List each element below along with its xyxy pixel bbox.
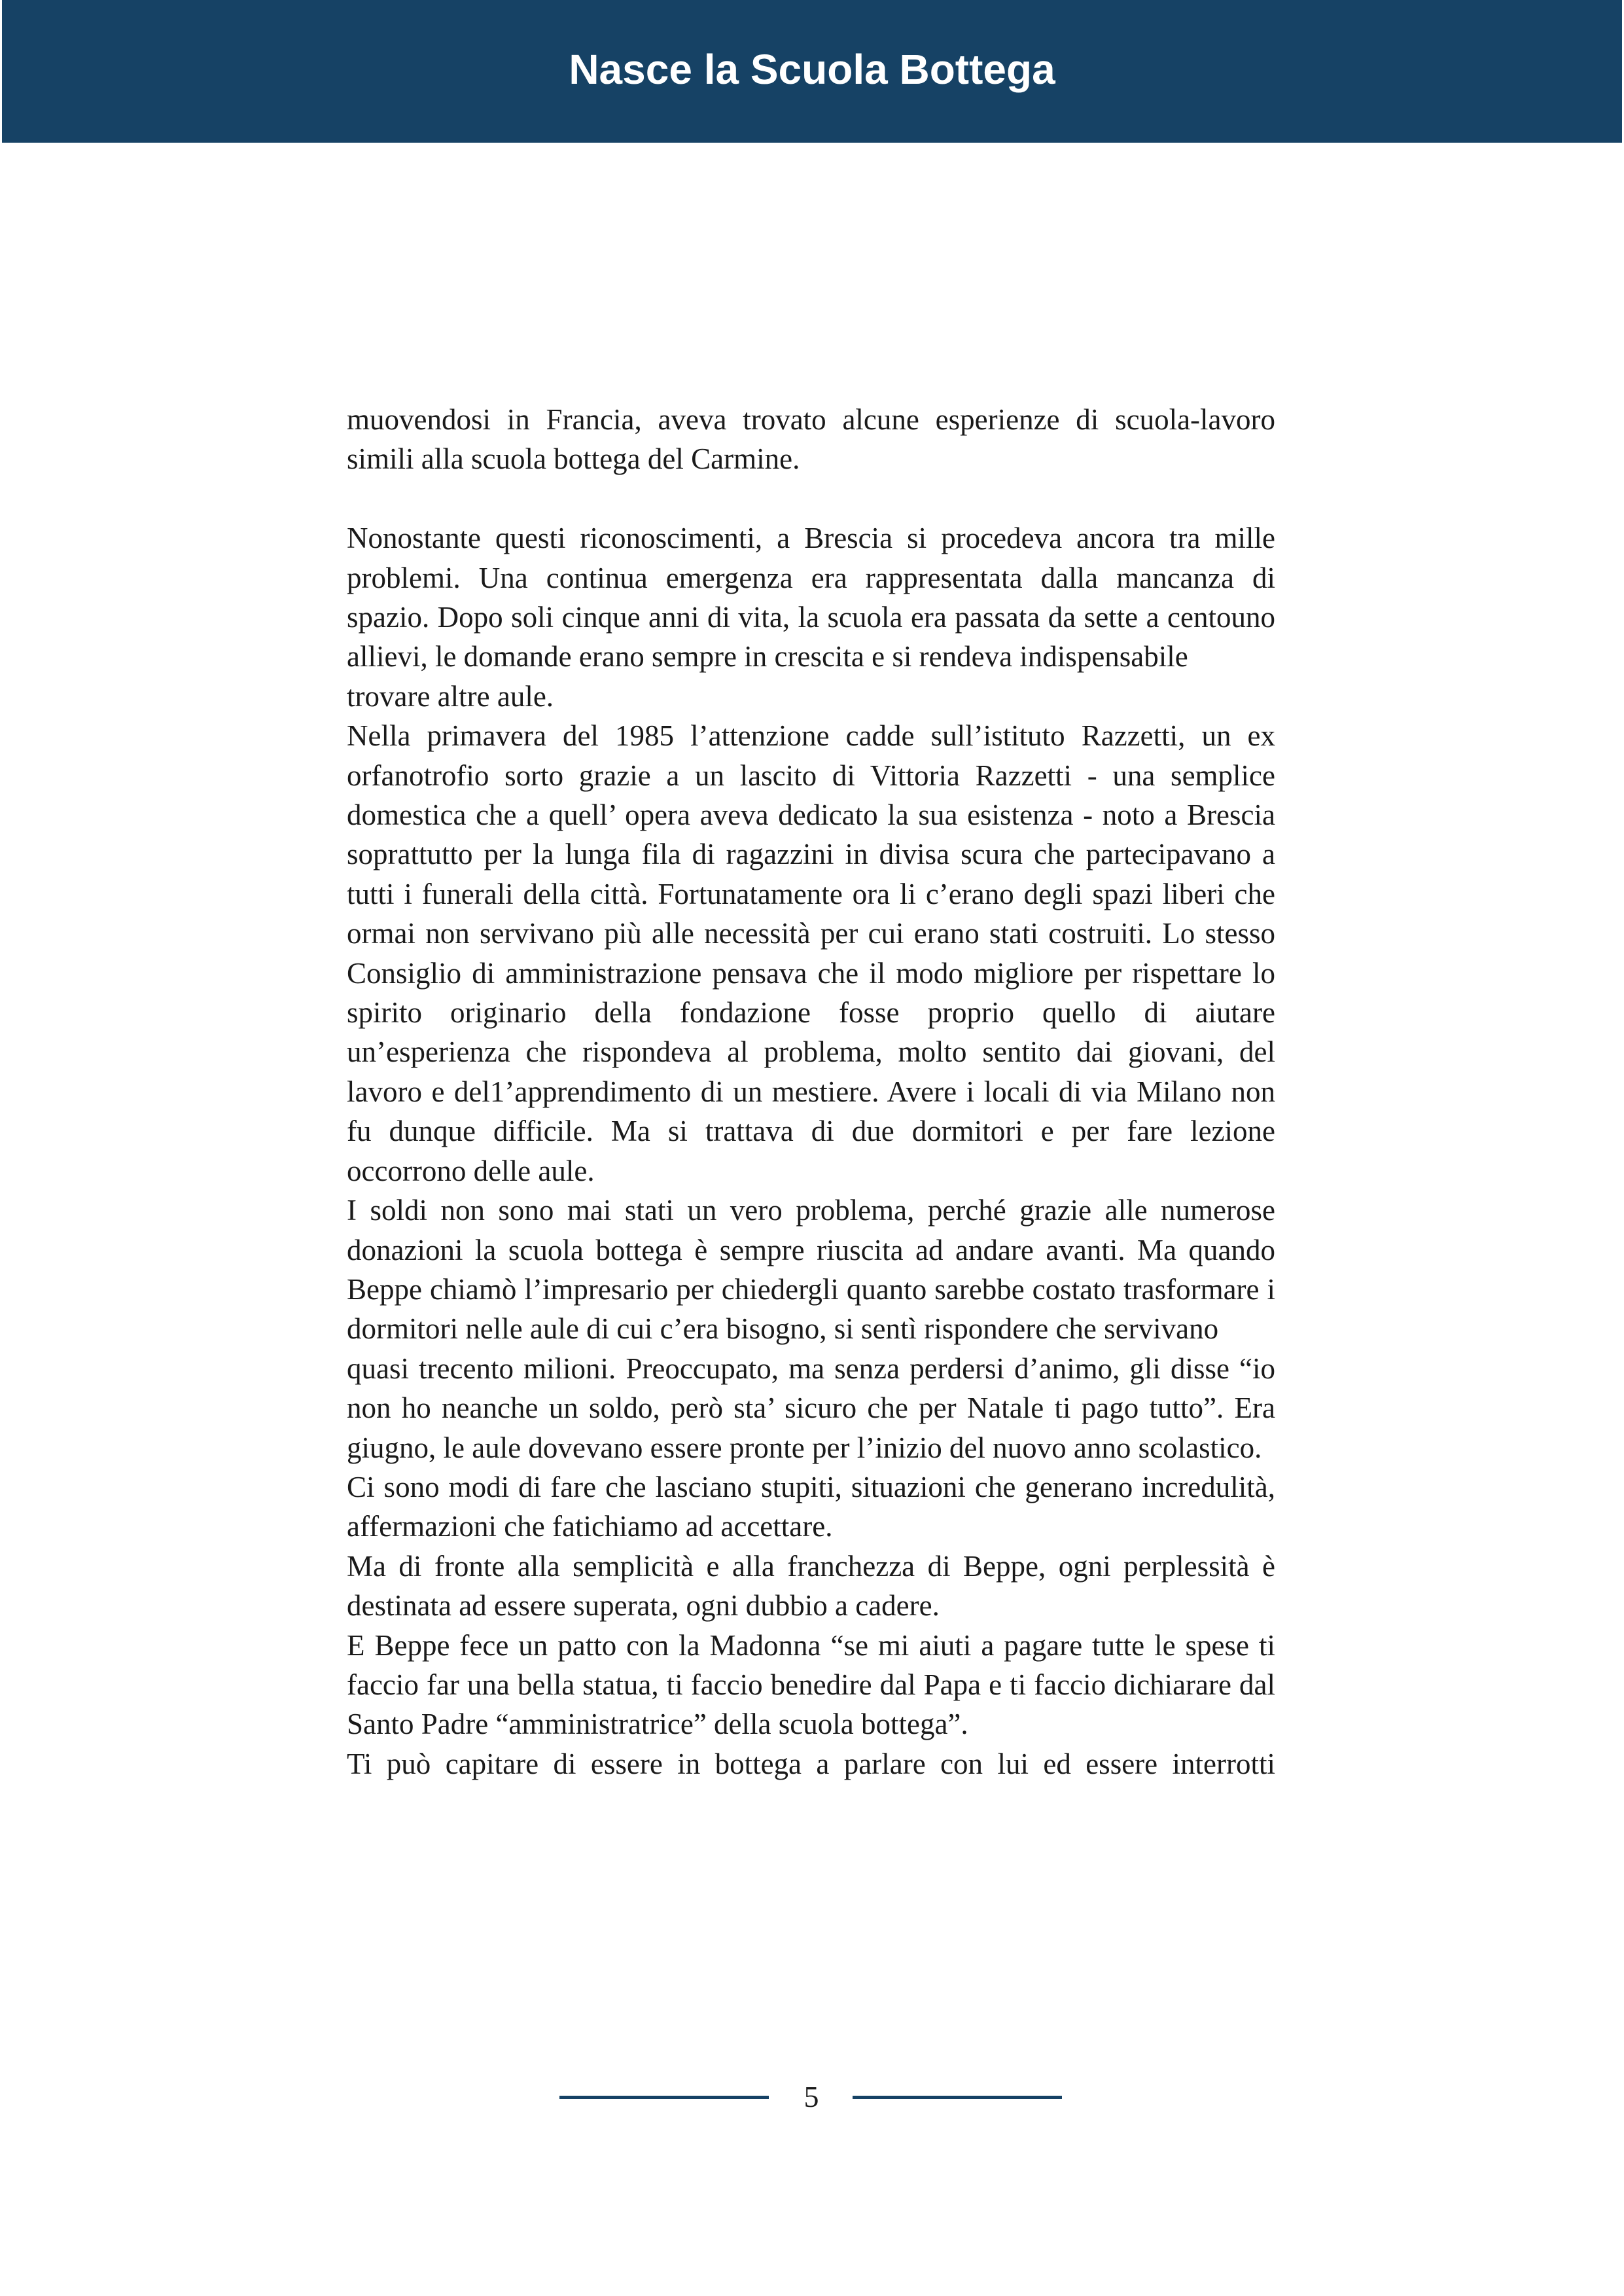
paragraph: muovendosi in Francia, aveva trovato alcune esperienze di scuola-lavoro simili alla scuola bottega del Carmine. xyxy=(347,403,1275,476)
paragraph: quasi trecento milioni. Preoccupato, ma senza perdersi d’animo, gli disse “io non ho neanche un soldo, però sta’ sicuro che per Natale ti pago tutto”. Era giugno, le aule dovevano essere pronte per l’inizio del nuovo anno scolastico. xyxy=(347,1352,1275,1464)
paragraph: Nonostante questi riconoscimenti, a Brescia si procedeva ancora tra mille problemi. Una continua emergenza era rappresentata dalla mancanza di spazio. Dopo soli cinque anni di vita, la scuola era passata da sette a centouno allievi, le domande erano sempre in crescita e si rendeva indispensabile xyxy=(347,522,1275,673)
paragraph-spacer xyxy=(347,479,1275,518)
header-bar xyxy=(2,0,1622,143)
page-number: 5 xyxy=(803,2080,819,2113)
paragraph: I soldi non sono mai stati un vero problema, perché grazie alle numerose donazioni la scuola bottega è sempre riuscita ad andare avanti. Ma quando Beppe chiamò l’impresario per chiedergli quanto sarebbe costato trasformare i dormitori nelle aule di cui c’era bisogno, si sentì rispondere che servivano xyxy=(347,1194,1275,1346)
footer-rule-left xyxy=(559,2096,769,2099)
paragraph: Ci sono modi di fare che lasciano stupiti, situazioni che generano incredulità, affermazioni che fatichiamo ad accettare. xyxy=(347,1470,1275,1543)
body-text xyxy=(347,400,1275,1784)
paragraph: Ma di fronte alla semplicità e alla franchezza di Beppe, ogni perplessità è destinata ad essere superata, ogni dubbio a cadere. xyxy=(347,1549,1275,1623)
paragraph: Nella primavera del 1985 l’attenzione cadde sull’istituto Razzetti, un ex orfanotrofio sorto grazie a un lascito di Vittoria Razzetti - una semplice domestica che a quell’ opera aveva dedicato la sua esistenza - noto a Brescia soprattutto per la lunga fila di ragazzini in divisa scura che partecipavano a tutti i funerali della città. Fortunatamente ora li c’erano degli spazi liberi che ormai non servivano più alle necessità per cui erano stati costruiti. Lo stesso Consiglio di amministrazione pensava che il modo migliore per rispettare lo spirito originario della fondazione fosse proprio quello di aiutare un’esperienza che rispondeva al problema, molto sentito dai giovani, del lavoro e del1’apprendimento di un mestiere. Avere i locali di via Milano non fu dunque difficile. Ma si trattava di due dormitori e per fare lezione occorrono delle aule. xyxy=(347,719,1275,1187)
footer-rule-right xyxy=(853,2096,1062,2099)
page-footer xyxy=(0,2073,1624,2119)
page-title: Nasce la Scuola Bottega xyxy=(569,46,1055,93)
paragraph: trovare altre aule. xyxy=(347,679,554,713)
paragraph: Ti può capitare di essere in bottega a parlare con lui ed essere interrotti xyxy=(347,1747,1275,1780)
paragraph: E Beppe fece un patto con la Madonna “se mi aiuti a pagare tutte le spese ti faccio far una bella statua, ti faccio benedire dal Papa e ti faccio dichiarare dal Santo Padre “amministratrice” della scuola bottega”. xyxy=(347,1628,1275,1741)
